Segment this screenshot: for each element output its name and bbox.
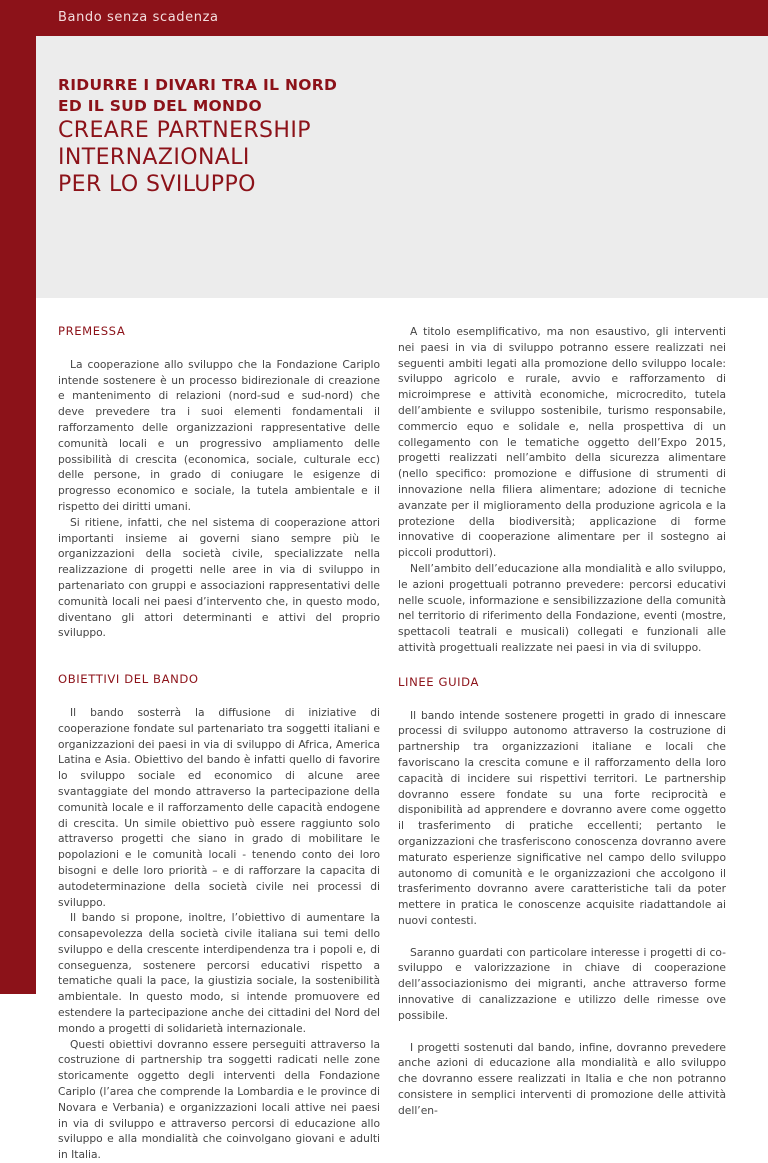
obiettivi-heading: OBIETTIVI DEL BANDO bbox=[58, 672, 199, 687]
paragraph: Si ritiene, infatti, che nel sistema di cooperazione attori importanti insieme ai governi siano sempre più le organizzazioni della società civile, specializzate nella realizzazione di progetti nelle aree in via di sviluppo in partenariato con gruppi e associazioni rappresentativi delle comunità locali nei paesi d’intervento che, in questo modo, diventano gli attori determinanti e attivi del proprio sviluppo. bbox=[58, 515, 380, 640]
paragraph: Il bando sosterrà la diffusione di iniziative di cooperazione fondate sul partenariato tra soggetti italiani e organizzazioni dei paesi in via di sviluppo di Africa, America Latina e Asia. Obiettivo del bando è infatti quello di favorire lo sviluppo sociale ed economico di alcune aree svantaggiate del mondo attraverso la partecipazione della comunità locale e il rafforzamento delle capacità endogene di crescita. Un simile obiettivo può essere raggiunto solo attraverso progetti che siano in grado di mobilitare le popolazioni e le comunità locali - tenendo conto dei loro bisogni e delle loro priorità – e di rafforzare la capacita di autodeterminazione della società civile nei processi di sviluppo. bbox=[58, 705, 380, 909]
paragraph: A titolo esemplificativo, ma non esaustivo, gli interventi nei paesi in via di sviluppo potranno essere realizzati nei seguenti ambiti legati alla promozione dello sviluppo locale: sviluppo agricolo e rurale, avvio e rafforzamento di microimprese e attività economiche, microcredito, tutela dell’ambiente e sviluppo sostenibile, turismo responsabile, commercio equo e solidale e, nella prospettiva di un collegamento con le tematiche oggetto dell’Expo 2015, progetti realizzati nell’ambito della sicurezza alimentare (nello specifico: promozione e diffusione di strumenti di innovazione nella filiera alimentare; adozione di tecniche avanzate per il miglioramento della produzione agricola e la protezione della biodiversità; applicazione di forme innovative di cooperazione alimentare per il sostegno ai piccoli produttori). bbox=[398, 325, 726, 560]
title-line: INTERNAZIONALI bbox=[58, 145, 250, 170]
left-brand-stripe bbox=[0, 0, 36, 994]
paragraph: Il bando intende sostenere progetti in grado di innescare processi di sviluppo autonomo attraverso la costruzione di partnership tra organizzazioni italiane e locali che favoriscano la crescita comune e il rafforzamento della loro capacità di incidere sui rispettivi territori. Le partnership dovranno essere fondate su una forte reciprocità e disponibilità ad apprendere e dovranno avere come oggetto il trasferimento di pratiche eccellenti; pertanto le organizzazioni che trasferiscono conoscenza dovranno avere maturato esperienze significative nel campo dello sviluppo autonomo di comunità e le organizzazioni che accolgono il trasferimento dovranno avere caratteristiche tali da poter mettere in pratica le conoscenze acquisite riadattandole ai nuovi contesti. bbox=[398, 708, 726, 927]
paragraph: I progetti sostenuti dal bando, infine, dovranno prevedere anche azioni di educazione alla mondialità e allo sviluppo che dovranno essere realizzati in Italia e che non potranno consistere in semplici interventi di promozione delle attività dell’en- bbox=[398, 1040, 726, 1117]
paragraph: La cooperazione allo sviluppo che la Fondazione Cariplo intende sostenere è un processo bidirezionale di creazione e mantenimento di relazioni (nord-sud e sud-nord) che deve prevedere tra i suoi elementi fondamentali il rafforzamento delle organizzazioni rappresentative delle comunità locali e un progressivo ampliamento delle possibilità di crescita (economica, sociale, culturale ecc) delle persone, in grado di coniugare le esigenze di progresso economico e sociale, la tutela ambientale e il rispetto dei diritti umani. bbox=[58, 357, 380, 513]
kicker-line: RIDURRE I DIVARI TRA IL NORD bbox=[58, 76, 338, 94]
paragraph: Il bando si propone, inoltre, l’obiettivo di aumentare la consapevolezza della società civile italiana sui temi dello sviluppo e della crescente interdipendenza tra i popoli e, di conseguenza, sostenere percorsi educativi rispetto a tematiche quali la pace, la giustizia sociale, la sostenibilità ambientale. In questo modo, si intende promuovere ed estendere la partecipazione anche dei cittadini del Nord del mondo a progetti di solidarietà internazionale. bbox=[58, 911, 380, 1035]
section-label: Bando senza scadenza bbox=[58, 10, 219, 25]
right-column bbox=[398, 324, 726, 1119]
title-line: CREARE PARTNERSHIP bbox=[58, 118, 311, 143]
paragraph: Saranno guardati con particolare interesse i progetti di co-sviluppo e valorizzazione in chiave di cooperazione dell’associazionismo dei migranti, anche attraverso forme innovative di canalizzazione e utilizzo delle rimesse ove possibile. bbox=[398, 945, 726, 1022]
kicker-line: ED IL SUD DEL MONDO bbox=[58, 97, 262, 115]
premessa-heading: PREMESSA bbox=[58, 324, 126, 338]
page-title bbox=[58, 117, 478, 198]
paragraph: Nell’ambito dell’educazione alla mondialità e allo sviluppo, le azioni progettuali potranno prevedere: percorsi educativi nelle scuole, informazione e sensibilizzazione della comunità nel territorio di riferimento della Fondazione, eventi (mostre, spettacoli teatrali e musicali) collegati e funzionali alle attività progettuali realizzate nei paesi in via di sviluppo. bbox=[398, 561, 726, 654]
title-line: PER LO SVILUPPO bbox=[58, 172, 256, 197]
paragraph: Questi obiettivi dovranno essere perseguiti attraverso la costruzione di partnership tra soggetti radicati nelle zone storicamente oggetto degli interventi della Fondazione Cariplo (l’area che comprende la Lombardia e le province di Novara e Verbania) e organizzazioni locali attive nei paesi in via di sviluppo e attraverso percorsi di educazione allo sviluppo e alla mondialità che coinvolgano giovani e adulti in Italia. bbox=[58, 1037, 380, 1162]
section-header-bar bbox=[0, 0, 768, 36]
title-kicker bbox=[58, 75, 478, 117]
left-column bbox=[58, 324, 380, 1163]
linee-guida-heading: LINEE GUIDA bbox=[398, 674, 480, 689]
